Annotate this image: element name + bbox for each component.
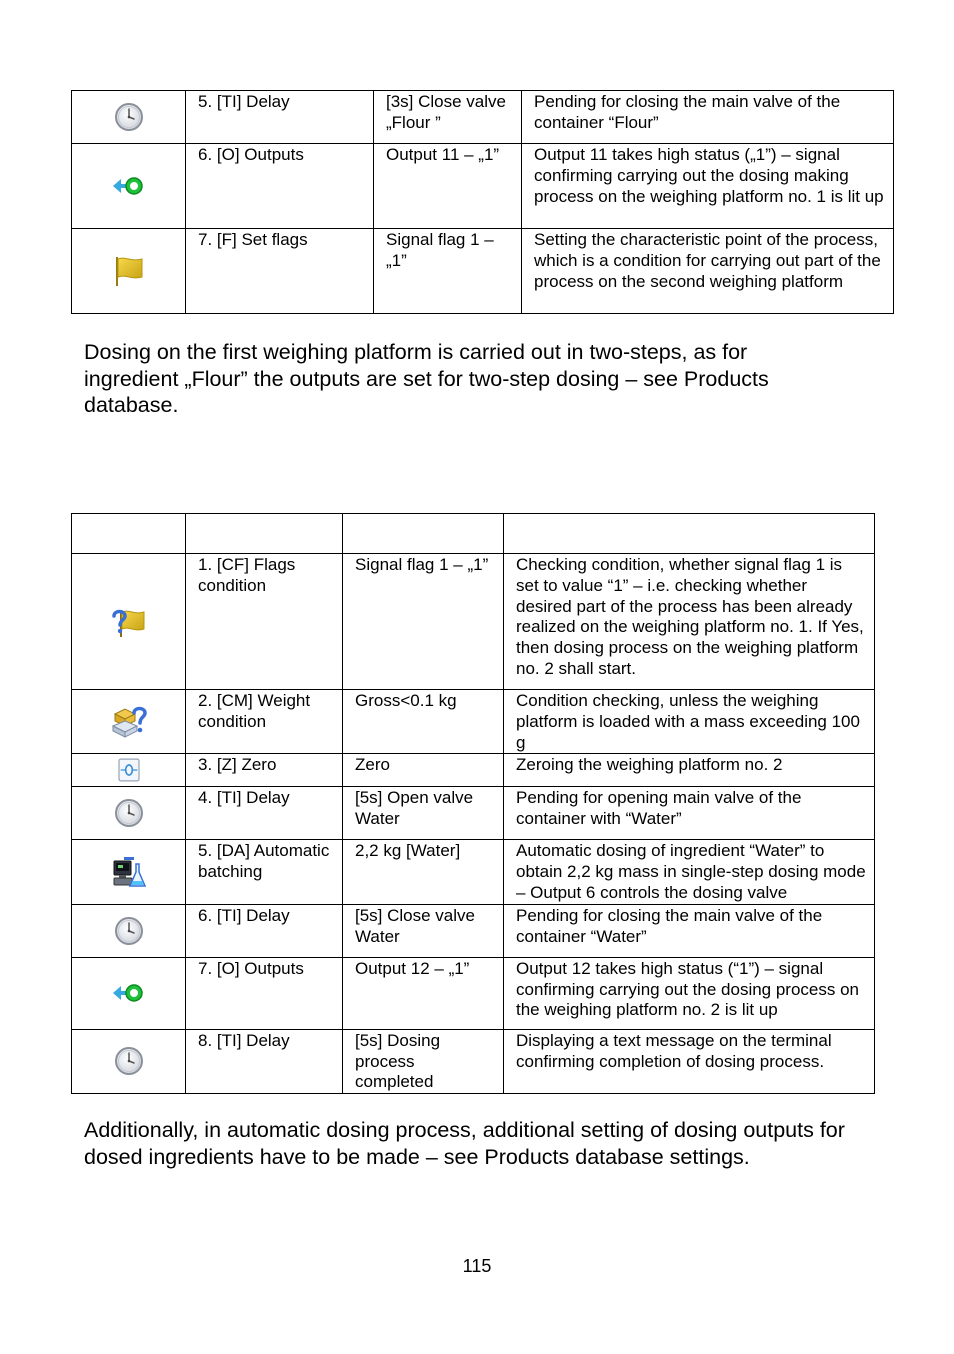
step-name: 5. [TI] Delay: [186, 91, 374, 144]
step-description: Checking condition, whether signal flag 1 is set to value “1” – i.e. checking whether desired part of the process has been already realized on the weighing platform no. 1. If Yes, then dosing process on the weighing platform no. 2 shall start.: [504, 554, 875, 690]
step-description: Automatic dosing of ingredient “Water” to obtain 2,2 kg mass in single-step dosing mode – Output 6 controls the dosing valve: [504, 840, 875, 904]
table-row: [72, 1029, 875, 1093]
step-name: 3. [Z] Zero: [186, 754, 343, 787]
step-description: Displaying a text message on the terminal confirming completion of dosing process.: [504, 1029, 875, 1093]
step-name: 6. [O] Outputs: [186, 144, 374, 229]
header-cell: [504, 514, 875, 554]
step-icon-cell: [72, 144, 186, 229]
steps-table-2: [71, 513, 875, 1094]
table-row: [72, 229, 894, 314]
step-description: Pending for closing the main valve of the container “Water”: [504, 904, 875, 957]
steps-table-1: [71, 90, 894, 314]
paragraph-additional-settings: Additionally, in automatic dosing process, additional setting of dosing outputs for dosed ingredients have to be made – see Products database settings.: [84, 1118, 845, 1169]
step-parameter: Zero: [343, 754, 504, 787]
header-cell: [186, 514, 343, 554]
step-parameter: Signal flag 1 – „1”: [374, 229, 522, 314]
flag-condition-icon: [111, 604, 147, 640]
step-parameter: Output 12 – „1”: [343, 957, 504, 1029]
clock-icon: [111, 795, 147, 831]
step-description: Output 12 takes high status (“1”) – signal confirming carrying out the dosing process on the weighing platform no. 2 is lit up: [504, 957, 875, 1029]
step-name: 2. [CM] Weight condition: [186, 690, 343, 754]
table-row: [72, 787, 875, 840]
outputs-icon: [111, 975, 147, 1011]
step-icon-cell: [72, 754, 186, 787]
step-description: Pending for closing the main valve of the container “Flour”: [522, 91, 894, 144]
step-icon-cell: [72, 229, 186, 314]
step-icon-cell: [72, 904, 186, 957]
step-name: 1. [CF] Flags condition: [186, 554, 343, 690]
step-icon-cell: [72, 787, 186, 840]
header-cell: [343, 514, 504, 554]
step-parameter: [5s] Dosing process completed: [343, 1029, 504, 1093]
page-number: 115: [462, 1256, 492, 1276]
step-name: 8. [TI] Delay: [186, 1029, 343, 1093]
step-description: Condition checking, unless the weighing platform is loaded with a mass exceeding 100 g: [504, 690, 875, 754]
step-name: 4. [TI] Delay: [186, 787, 343, 840]
batching-icon: [111, 854, 147, 890]
weight-condition-icon: [111, 704, 147, 740]
step-description: Setting the characteristic point of the process, which is a condition for carrying out part of the process on the second weighing platform: [522, 229, 894, 314]
table-row: [72, 554, 875, 690]
zero-icon: [114, 755, 144, 785]
step-name: 6. [TI] Delay: [186, 904, 343, 957]
step-parameter: 2,2 kg [Water]: [343, 840, 504, 904]
step-icon-cell: [72, 957, 186, 1029]
outputs-icon: [111, 168, 147, 204]
step-name: 7. [F] Set flags: [186, 229, 374, 314]
clock-icon: [111, 913, 147, 949]
table-row: [72, 957, 875, 1029]
header-cell: [72, 514, 186, 554]
table-row: [72, 904, 875, 957]
step-icon-cell: [72, 91, 186, 144]
step-icon-cell: [72, 554, 186, 690]
clock-icon: [111, 99, 147, 135]
flag-icon: [111, 253, 147, 289]
step-icon-cell: [72, 690, 186, 754]
step-icon-cell: [72, 1029, 186, 1093]
table-row: [72, 754, 875, 787]
paragraph-dosing-first-platform: Dosing on the first weighing platform is carried out in two-steps, as for ingredient „Flour” the outputs are set for two-step dosing – see Products database.: [84, 340, 769, 417]
step-name: 7. [O] Outputs: [186, 957, 343, 1029]
clock-icon: [111, 1043, 147, 1079]
step-parameter: Signal flag 1 – „1”: [343, 554, 504, 690]
table-row: [72, 144, 894, 229]
table-row: [72, 690, 875, 754]
step-parameter: Gross<0.1 kg: [343, 690, 504, 754]
table-row: [72, 91, 894, 144]
step-parameter: [5s] Close valve Water: [343, 904, 504, 957]
step-parameter: [5s] Open valve Water: [343, 787, 504, 840]
step-name: 5. [DA] Automatic batching: [186, 840, 343, 904]
step-parameter: Output 11 – „1”: [374, 144, 522, 229]
table-row: [72, 840, 875, 904]
step-icon-cell: [72, 840, 186, 904]
step-description: Pending for opening main valve of the container with “Water”: [504, 787, 875, 840]
step-description: Output 11 takes high status („1”) – signal confirming carrying out the dosing making process on the weighing platform no. 1 is lit up: [522, 144, 894, 229]
table-header-row: [72, 514, 875, 554]
step-description: Zeroing the weighing platform no. 2: [504, 754, 875, 787]
step-parameter: [3s] Close valve „Flour ”: [374, 91, 522, 144]
